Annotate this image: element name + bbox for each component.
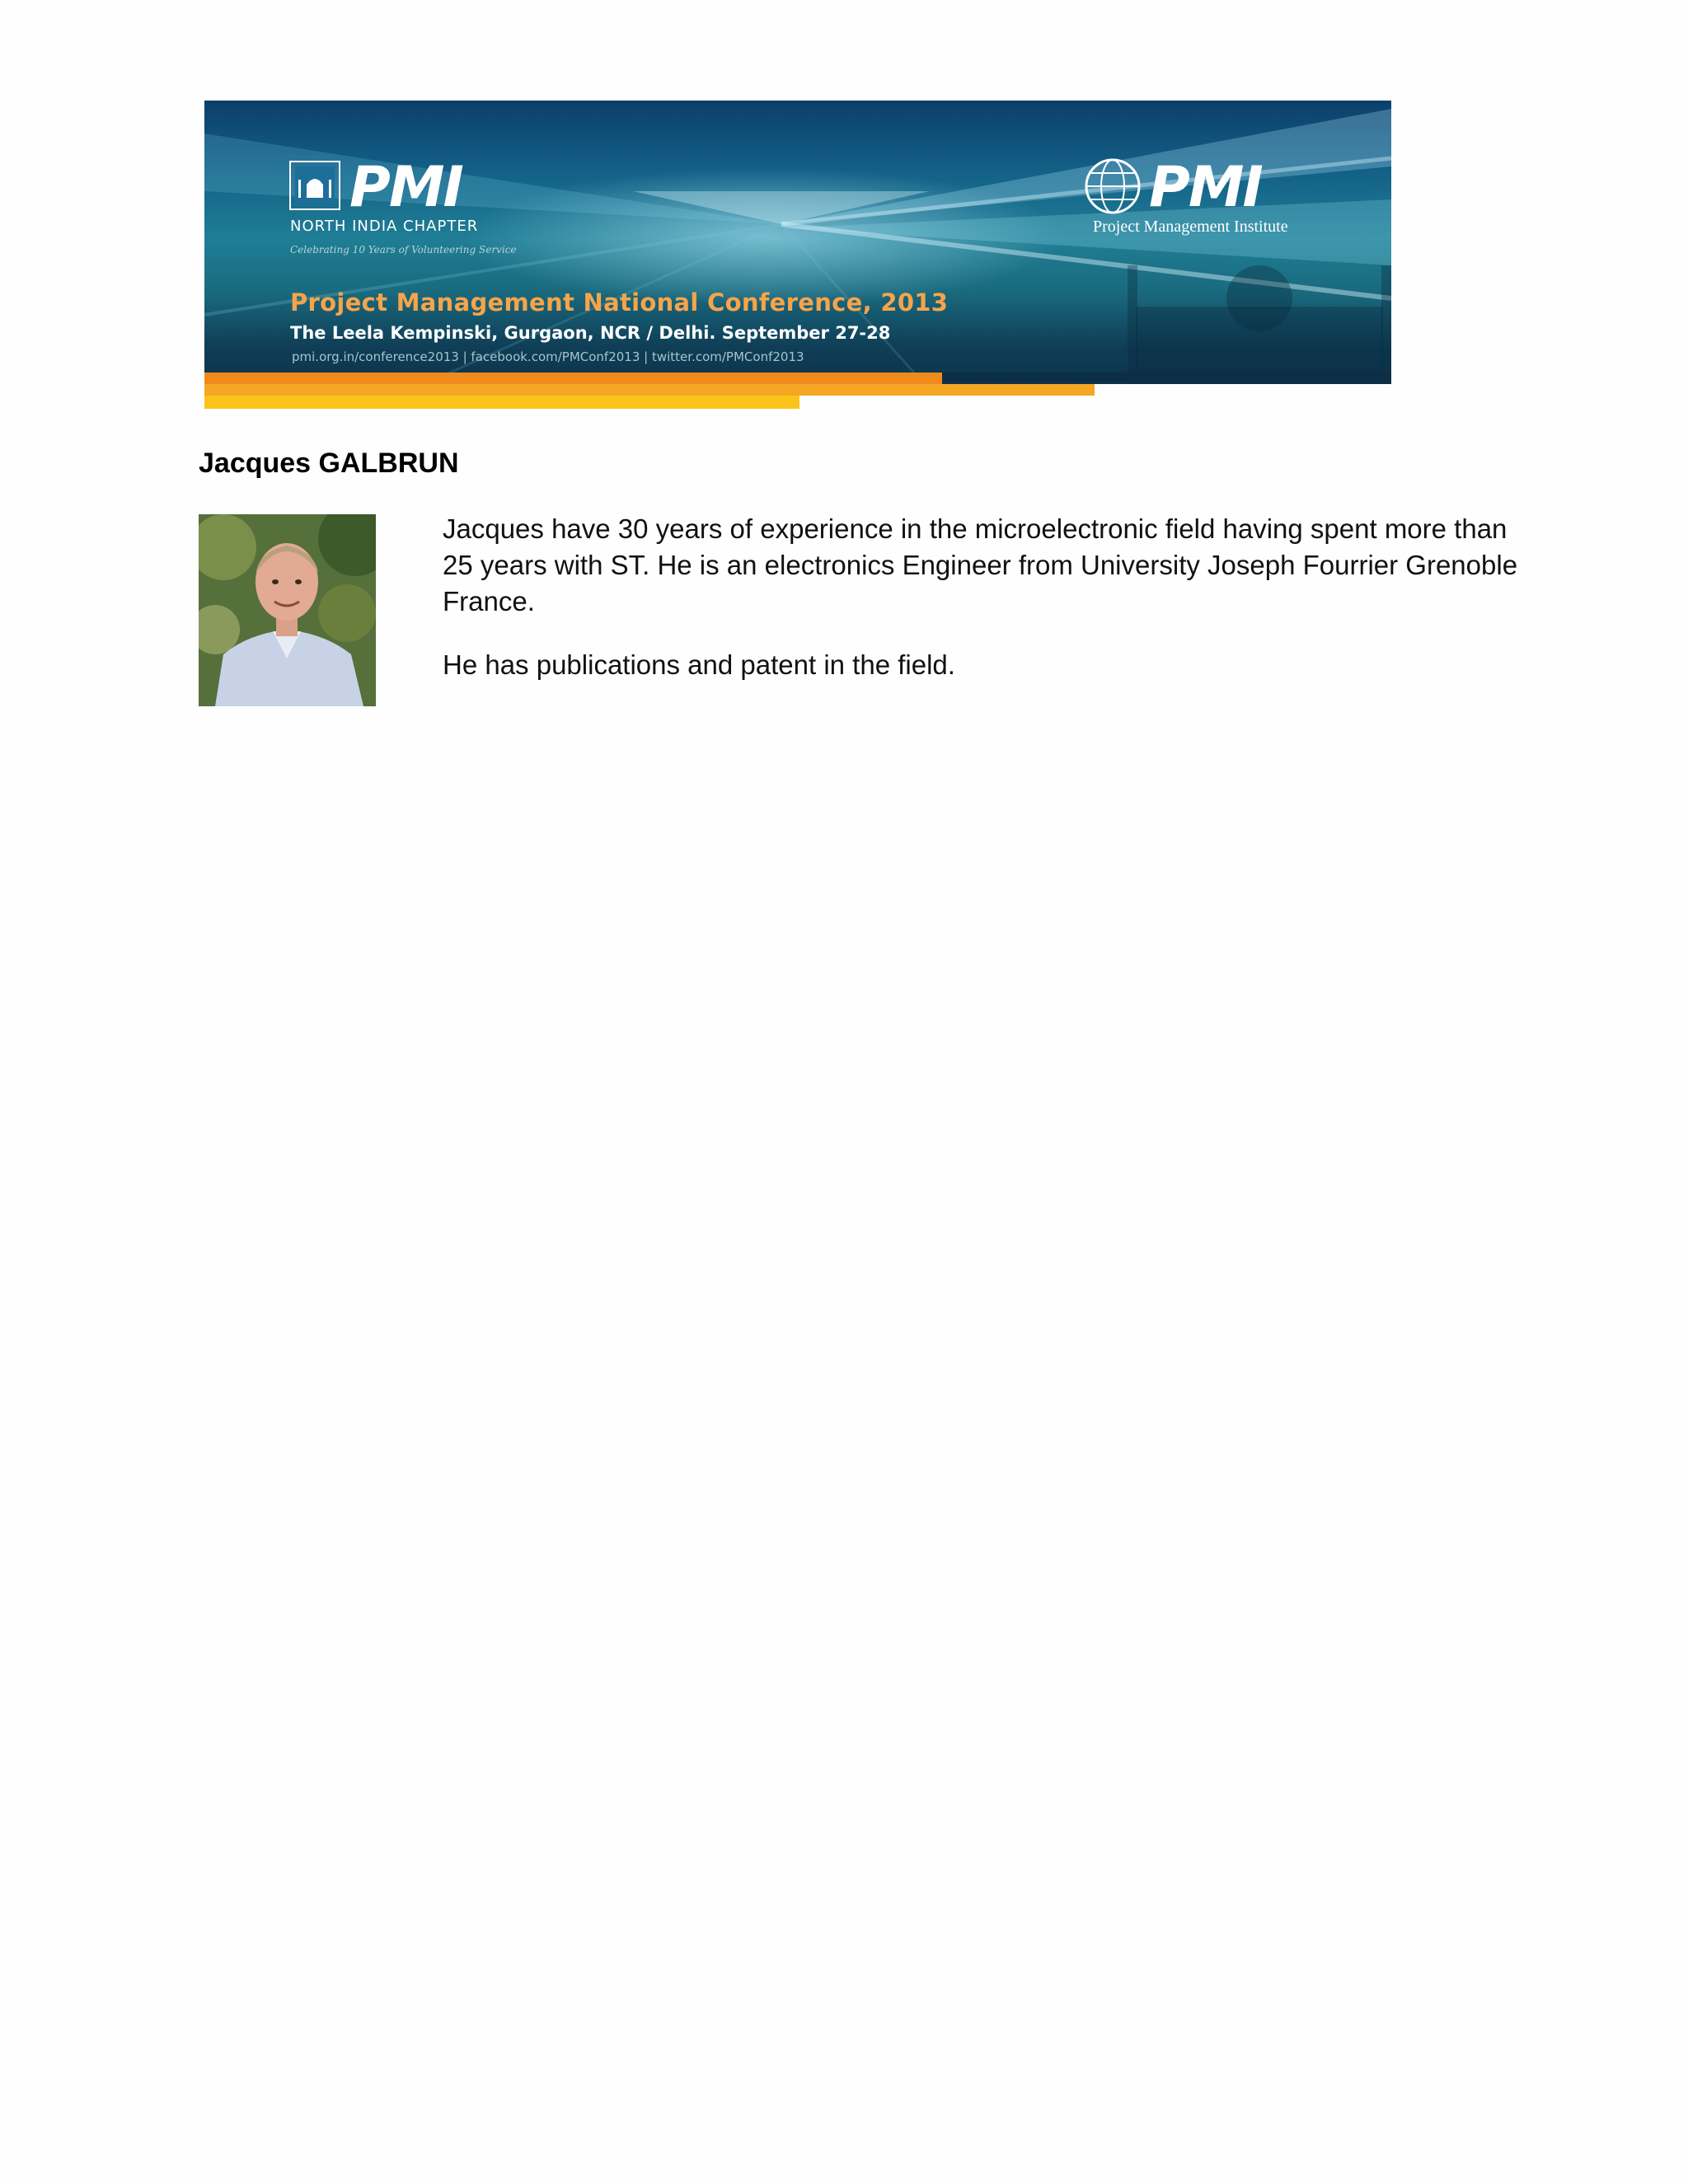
speaker-name: Jacques GALBRUN xyxy=(199,448,459,479)
chapter-logo-wordmark: PMI xyxy=(349,155,462,220)
chapter-tagline: Celebrating 10 Years of Volunteering Service xyxy=(290,244,517,255)
chapter-name: NORTH INDIA CHAPTER xyxy=(290,218,479,235)
chapter-logo-icon xyxy=(290,162,340,209)
speaker-photo xyxy=(199,514,376,706)
bio-paragraph: Jacques have 30 years of experience in the microelectronic field having spent more than 25 years with ST. He is an electronics Engineer from University Joseph Fourrier Grenoble France. xyxy=(443,513,1518,616)
conference-venue: The Leela Kempinski, Gurgaon, NCR / Delhi. September 27-28 xyxy=(290,323,891,343)
speaker-bio xyxy=(443,511,1539,710)
institute-name: Project Management Institute xyxy=(1093,218,1288,236)
conference-links: pmi.org.in/conference2013 | facebook.com/PMConf2013 | twitter.com/PMConf2013 xyxy=(292,349,804,364)
conference-title: Project Management National Conference, 2013 xyxy=(290,288,949,316)
bio-paragraph: He has publications and patent in the field. xyxy=(443,649,955,680)
institute-logo-wordmark: PMI xyxy=(1149,155,1262,220)
conference-banner xyxy=(204,101,1391,409)
